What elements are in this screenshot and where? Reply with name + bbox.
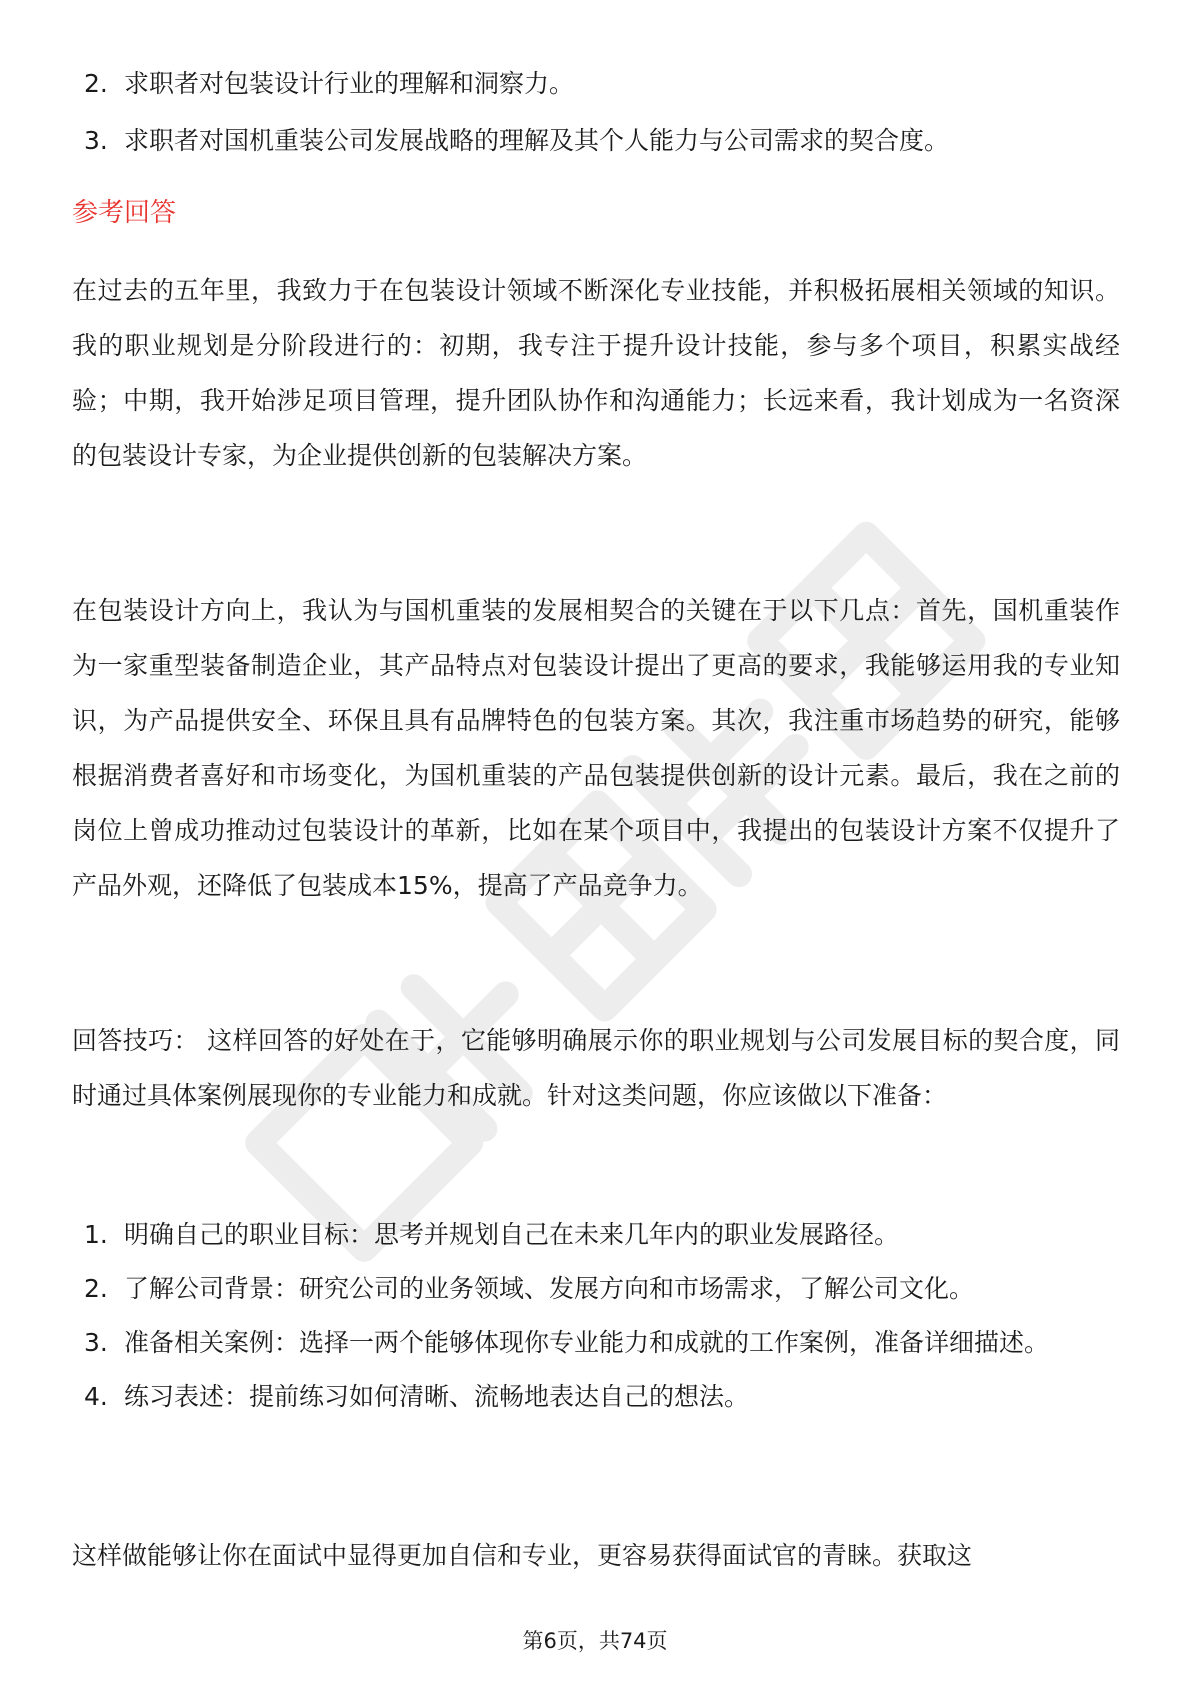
answer-paragraph-2: 在包装设计方向上，我认为与国机重装的发展相契合的关键在于以下几点：首先，国机重装作为一家重型装备制造企业，其产品特点对包装设计提出了更高的要求，我能够运用我的专业知识，为产品提供安全、环保且具有品牌特色的包装方案。其次，我注重市场趋势的研究，能够根据消费者喜好和市场变化，为国机重装的产品包装提供创新的设计元素。最后，我在之前的岗位上曾成功推动过包装设计的革新，比如在某个项目中，我提出的包装设计方案不仅提升了产品外观，还降低了包装成本15%，提高了产品竞争力。 [72,596,1120,900]
tips-paragraph: 回答技巧： 这样回答的好处在于，它能够明确展示你的职业规划与公司发展目标的契合度，同时通过具体案例展现你的专业能力和成就。针对这类问题，你应该做以下准备： [72,1026,1120,1110]
list-number: 3. [84,1328,108,1357]
list-number: 2. [84,1274,108,1303]
list-text: 准备相关案例：选择一两个能够体现你专业能力和成就的工作案例，准备详细描述。 [124,1328,1050,1357]
list-text: 了解公司背景：研究公司的业务领域、发展方向和市场需求，了解公司文化。 [124,1274,975,1303]
list-text: 求职者对国机重装公司发展战略的理解及其个人能力与公司需求的契合度。 [124,126,950,155]
list-number: 3. [84,126,108,155]
list-item [72,1262,1120,1316]
page-footer: 第6页，共74页 [522,1629,668,1653]
document-page [72,0,1120,1684]
list-item [72,1208,1120,1262]
answer-paragraph-1: 在过去的五年里，我致力于在包装设计领域不断深化专业技能，并积极拓展相关领域的知识。我的职业规划是分阶段进行的：初期，我专注于提升设计技能，参与多个项目，积累实战经验；中期，我开始涉足项目管理，提升团队协作和沟通能力；长远来看，我计划成为一名资深的包装设计专家，为企业提供创新的包装解决方案。 [72,276,1120,470]
list-text: 明确自己的职业目标：思考并规划自己在未来几年内的职业发展路径。 [124,1220,900,1249]
list-number: 4. [84,1382,108,1411]
list-item [72,112,1120,169]
list-text: 求职者对包装设计行业的理解和洞察力。 [124,69,575,98]
list-number: 2. [84,69,108,98]
list-number: 1. [84,1220,108,1249]
criteria-list [72,55,1120,169]
preparation-list [72,1208,1120,1424]
list-item [72,1316,1120,1370]
list-text: 练习表述：提前练习如何清晰、流畅地表达自己的想法。 [124,1382,750,1411]
list-item [72,1370,1120,1424]
section-title: 参考回答 [72,198,177,228]
closing-paragraph: 这样做能够让你在面试中显得更加自信和专业，更容易获得面试官的青睐。获取这 [72,1541,973,1570]
list-item [72,55,1120,112]
